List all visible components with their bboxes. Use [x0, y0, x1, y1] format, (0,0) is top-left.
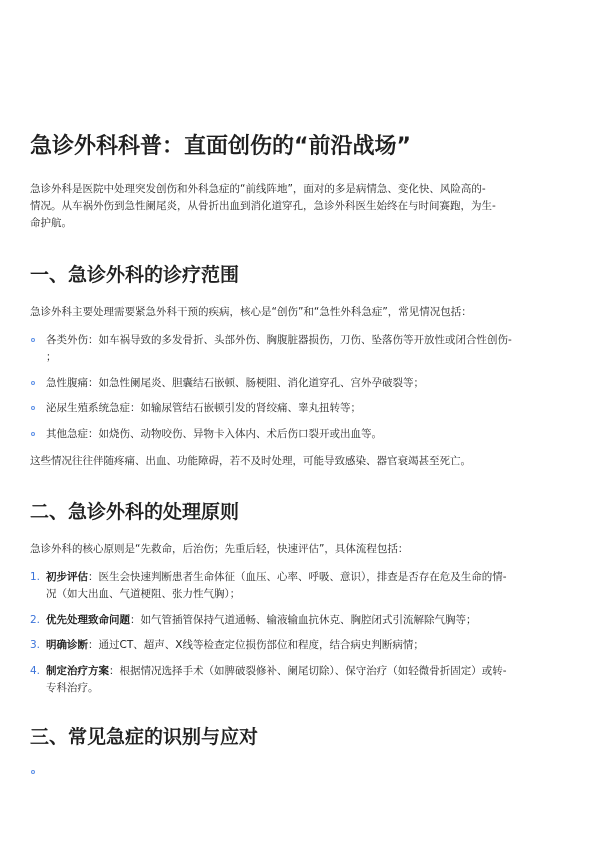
- item-text: 专科治疗。: [46, 682, 99, 694]
- list-item-text: 急性腹痛：如急性阑尾炎、胆囊结石嵌顿、肠梗阻、消化道穿孔、宫外孕破裂等；: [46, 377, 424, 389]
- item-text: 况（如大出血、气道梗阻、张力性气胸）；: [46, 588, 241, 600]
- numbered-item: [30, 569, 580, 603]
- section-heading-principles: 二、急诊外科的处理原则: [30, 501, 240, 523]
- item-number: 1.: [30, 571, 41, 583]
- item-text: ：根据情况选择手术（如脾破裂修补、阑尾切除）、保守治疗（如轻微骨折固定）或转-: [109, 665, 507, 677]
- item-text: ：医生会快速判断患者生命体征（血压、心率、呼吸、意识），排查是否存在危及生命的情-: [88, 571, 507, 583]
- intro-line: 命护航。: [30, 217, 72, 229]
- bullet-icon: [31, 770, 35, 774]
- section-lead-scope: 急诊外科主要处理需要紧急外科干预的疾病，核心是“创伤”和“急性外科急症”，常见情况包括：: [30, 306, 472, 318]
- list-item: [30, 332, 580, 366]
- item-number: 2.: [30, 614, 41, 626]
- intro-paragraph: [30, 181, 570, 232]
- item-label: 明确诊断: [46, 639, 88, 651]
- section-heading-scope: 一、急诊外科的诊疗范围: [30, 264, 240, 286]
- section-heading-common-emergencies: 三、常见急症的识别与应对: [30, 726, 259, 748]
- section-closing-scope: 这些情况往往伴随疼痛、出血、功能障碍，若不及时处理，可能导致感染、器官衰竭甚至死亡。: [30, 455, 471, 467]
- item-label: 制定治疗方案: [46, 665, 109, 677]
- intro-line: 急诊外科是医院中处理突发创伤和外科急症的“前线阵地”，面对的多是病情急、变化快、风险高的-: [30, 183, 486, 195]
- bullet-icon: [31, 338, 35, 342]
- item-label: 优先处理致命问题: [46, 614, 130, 626]
- page-title: 急诊外科科普：直面创伤的“前沿战场”: [30, 134, 411, 159]
- intro-line: 情况。从车祸外伤到急性阑尾炎，从骨折出血到消化道穿孔，急诊外科医生始终在与时间赛跑，为生-: [30, 200, 496, 212]
- list-item: [30, 375, 580, 392]
- list-item-text: ；: [46, 351, 57, 363]
- list-item-text: 其他急症：如烧伤、动物咬伤、异物卡入体内、术后伤口裂开或出血等。: [46, 428, 382, 440]
- list-item: [30, 426, 580, 443]
- item-label: 初步评估: [46, 571, 88, 583]
- section-lead-principles: 急诊外科的核心原则是“先救命，后治伤；先重后轻，快速评估”，具体流程包括：: [30, 543, 409, 555]
- list-item-text: 泌尿生殖系统急症：如输尿管结石嵌顿引发的肾绞痛、睾丸扭转等；: [46, 402, 361, 414]
- numbered-item: [30, 663, 580, 697]
- numbered-item: [30, 612, 580, 629]
- bullet-icon: [31, 381, 35, 385]
- numbered-item: [30, 637, 580, 654]
- item-number: 4.: [30, 665, 41, 677]
- item-number: 3.: [30, 639, 41, 651]
- list-item-text: 各类外伤：如车祸导致的多发骨折、头部外伤、胸腹脏器损伤，刀伤、坠落伤等开放性或闭合性创伤-: [46, 334, 512, 346]
- bullet-icon: [31, 406, 35, 410]
- item-text: ：如气管插管保持气道通畅、输液输血抗休克、胸腔闭式引流解除气胸等；: [130, 614, 477, 626]
- list-item: [30, 400, 580, 417]
- bullet-icon: [31, 432, 35, 436]
- item-text: ：通过CT、超声、X线等检查定位损伤部位和程度，结合病史判断病情；: [88, 639, 424, 651]
